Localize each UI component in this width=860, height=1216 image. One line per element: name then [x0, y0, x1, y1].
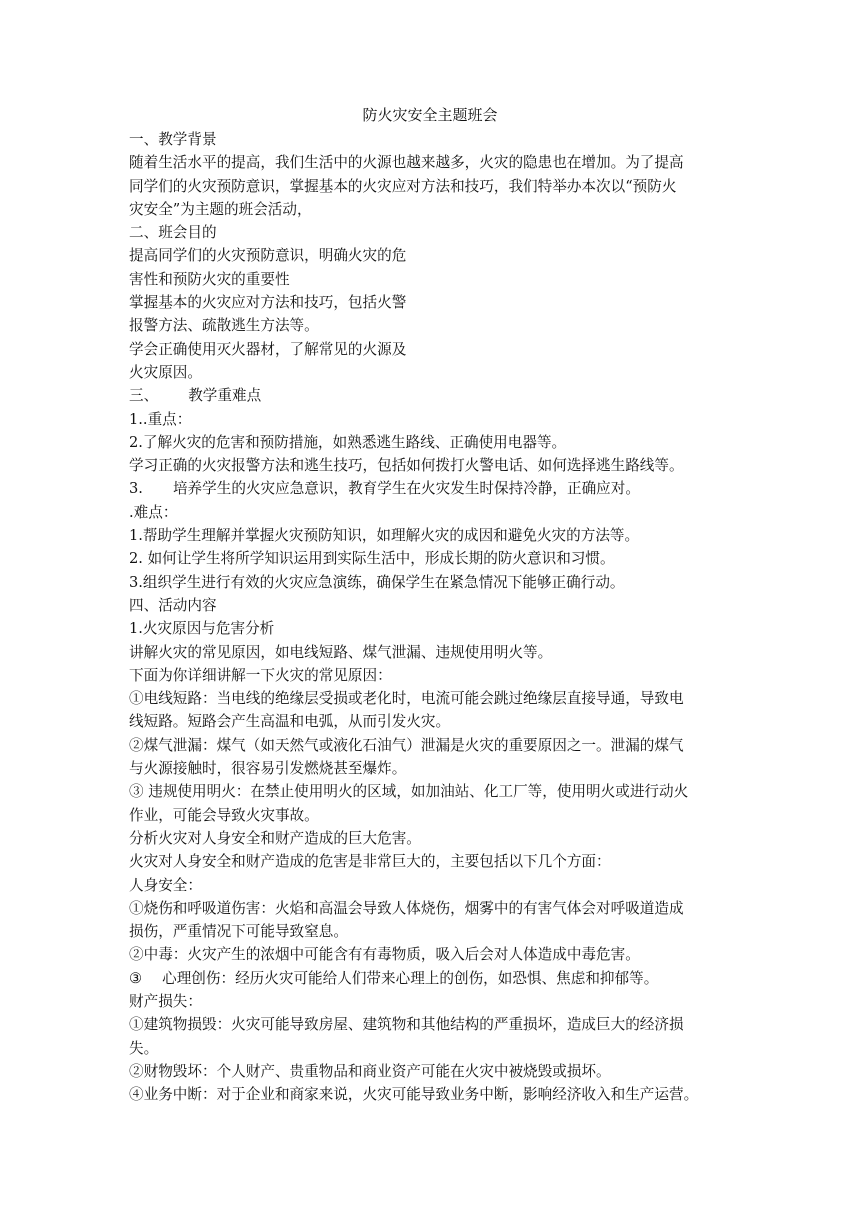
- paragraph-line: .难点：: [129, 503, 178, 521]
- paragraph-line: 2. 如何让学生将所学知识运用到实际生活中，形成长期的防火意识和习惯。: [129, 550, 615, 568]
- item-number: ③: [129, 969, 143, 987]
- paragraph-line: 下面为你详细讲解一下火灾的常见原因：: [129, 666, 392, 684]
- paragraph-line: 损伤，严重情况下可能导致窒息。: [129, 923, 348, 941]
- paragraph-line: 讲解火灾的常见原因，如电线短路、煤气泄漏、违规使用明火等。: [129, 643, 553, 661]
- section-number: 三、: [129, 387, 159, 405]
- section-heading: 二、班会目的: [129, 224, 217, 242]
- section-heading: [129, 384, 739, 407]
- paragraph-line: ④业务中断：对于企业和商家来说，火灾可能导致业务中断，影响经济收入和生产运营。: [129, 1086, 699, 1104]
- paragraph-line: 失。: [129, 1039, 159, 1057]
- paragraph-line: 提高同学们的火灾预防意识，明确火灾的危: [129, 247, 407, 265]
- section-heading: 一、教学背景: [129, 131, 217, 148]
- paragraph-line: 1.帮助学生理解并掌握火灾预防知识，如理解火灾的成因和避免火灾的方法等。: [129, 527, 640, 545]
- paragraph-line: 随着生活水平的提高，我们生活中的火源也越来越多，火灾的隐患也在增加。为了提高: [129, 154, 684, 172]
- paragraph-line: [129, 477, 739, 500]
- paragraph-line: ③ 违规使用明火：在禁止使用明火的区域，如加油站、化工厂等，使用明火或进行动火: [129, 783, 689, 801]
- paragraph-line: 学习正确的火灾报警方法和逃生技巧，包括如何拨打火警电话、如何选择逃生路线等。: [129, 457, 684, 475]
- paragraph-line: 人身安全：: [129, 876, 202, 894]
- section-heading-text: 教学重难点: [188, 387, 262, 405]
- paragraph-line: 分析火灾对人身安全和财产造成的巨大危害。: [129, 829, 421, 847]
- paragraph-line: [129, 967, 739, 990]
- item-text: 培养学生的火灾应急意识，教育学生在火灾发生时保持冷静，正确应对。: [172, 480, 640, 498]
- paragraph-line: 学会正确使用灭火器材，了解常见的火源及: [129, 340, 407, 358]
- paragraph-line: 火灾对人身安全和财产造成的危害是非常巨大的，主要包括以下几个方面：: [129, 853, 611, 871]
- paragraph-line: 同学们的火灾预防意识，掌握基本的火灾应对方法和技巧，我们特举办本次以“预防火: [129, 177, 677, 195]
- paragraph-line: 掌握基本的火灾应对方法和技巧，包括火警: [129, 294, 407, 312]
- item-text: 心理创伤：经历火灾可能给人们带来心理上的创伤，如恐惧、焦虑和抑郁等。: [162, 969, 659, 987]
- paragraph-line: 线短路。短路会产生高温和电弧，从而引发火灾。: [129, 713, 451, 731]
- paragraph-line: 3.组织学生进行有效的火灾应急演练，确保学生在紧急情况下能够正确行动。: [129, 573, 625, 591]
- paragraph-line: ①建筑物损毁：火灾可能导致房屋、建筑物和其他结构的严重损坏，造成巨大的经济损: [129, 1016, 684, 1034]
- document-title: 防火灾安全主题班会: [362, 106, 498, 124]
- paragraph-line: 害性和预防火灾的重要性: [129, 270, 290, 288]
- section-heading: 四、活动内容: [129, 596, 217, 614]
- paragraph-line: 灾安全”为主题的班会活动，: [129, 200, 312, 218]
- item-number: 3.: [129, 480, 143, 498]
- paragraph-line: 火灾原因。: [129, 363, 202, 381]
- paragraph-line: 财产损失：: [129, 992, 202, 1010]
- paragraph-line: ②财物毁坏：个人财产、贵重物品和商业资产可能在火灾中被烧毁或损坏。: [129, 1062, 611, 1080]
- paragraph-line: 与火源接触时，很容易引发燃烧甚至爆炸。: [129, 760, 407, 778]
- paragraph-line: 1..重点：: [129, 410, 192, 428]
- paragraph-line: 报警方法、疏散逃生方法等。: [129, 317, 319, 335]
- subsection-heading: 1.火灾原因与危害分析: [129, 620, 275, 638]
- paragraph-line: ②煤气泄漏：煤气（如天然气或液化石油气）泄漏是火灾的重要原因之一。泄漏的煤气: [129, 736, 684, 754]
- paragraph-line: ①烧伤和呼吸道伤害：火焰和高温会导致人体烧伤，烟雾中的有害气体会对呼吸道造成: [129, 899, 684, 917]
- document-body: [129, 128, 739, 1106]
- paragraph-line: ①电线短路：当电线的绝缘层受损或老化时，电流可能会跳过绝缘层直接导通，导致电: [129, 690, 684, 708]
- paragraph-line: ②中毒：火灾产生的浓烟中可能含有有毒物质，吸入后会对人体造成中毒危害。: [129, 946, 640, 964]
- paragraph-line: 作业，可能会导致火灾事故。: [129, 806, 319, 824]
- paragraph-line: 2.了解火灾的危害和预防措施，如熟悉逃生路线、正确使用电器等。: [129, 433, 567, 451]
